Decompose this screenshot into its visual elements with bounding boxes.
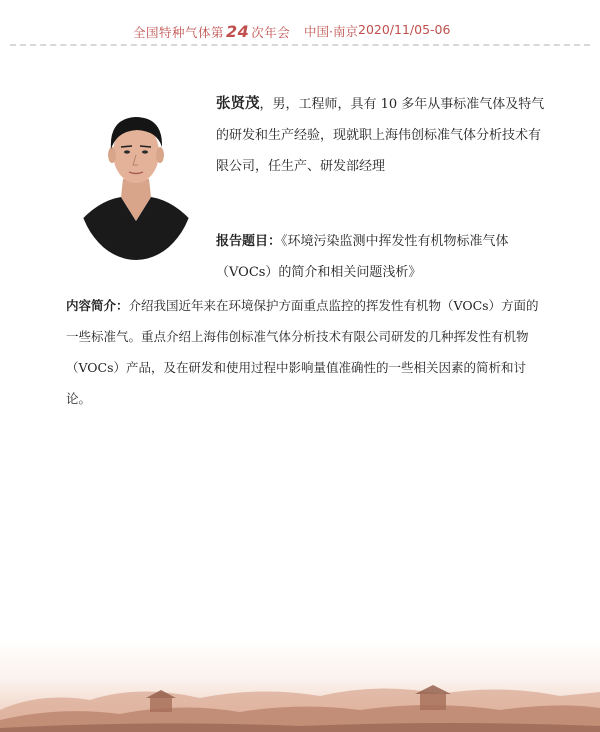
scenery-banner-icon [0,640,600,732]
speaker-bio [216,88,551,182]
conference-date: 2020/11/05-06 [358,22,451,37]
conference-suffix: 次年会 [251,25,291,40]
content-intro [66,290,546,414]
header-divider [10,44,590,46]
speaker-bio-text: ，男，工程师，具有 10 多年从事标准气体及特气的研发和生产经验，现就职上海伟创标准气体分析技术有限公司，任生产、研发部经理 [216,97,545,174]
report-title-block [216,226,551,288]
report-label: 报告题目： [216,234,282,249]
conference-location: 中国·南京 [304,24,358,39]
intro-label: 内容简介： [66,298,129,313]
page-header [0,18,600,42]
speaker-name: 张贤茂 [216,95,260,112]
conference-prefix: 全国特种气体第 [133,25,225,40]
intro-text: 介绍我国近年来在环境保护方面重点监控的挥发性有机物（VOCs）方面的一些标准气。重点介绍上海伟创标准气体分析技术有限公司研发的几种挥发性有机物（VOCs）产品，及在研发和使用过程中影响量值准确性的一些相关因素的简析和讨论。 [66,298,539,406]
conference-number: 24 [226,22,250,41]
conference-title [133,22,290,41]
speaker-portrait-icon [77,97,195,260]
report-title: 《环境污染监测中挥发性有机物标准气体（VOCs）的简介和相关问题浅析》 [216,234,509,280]
